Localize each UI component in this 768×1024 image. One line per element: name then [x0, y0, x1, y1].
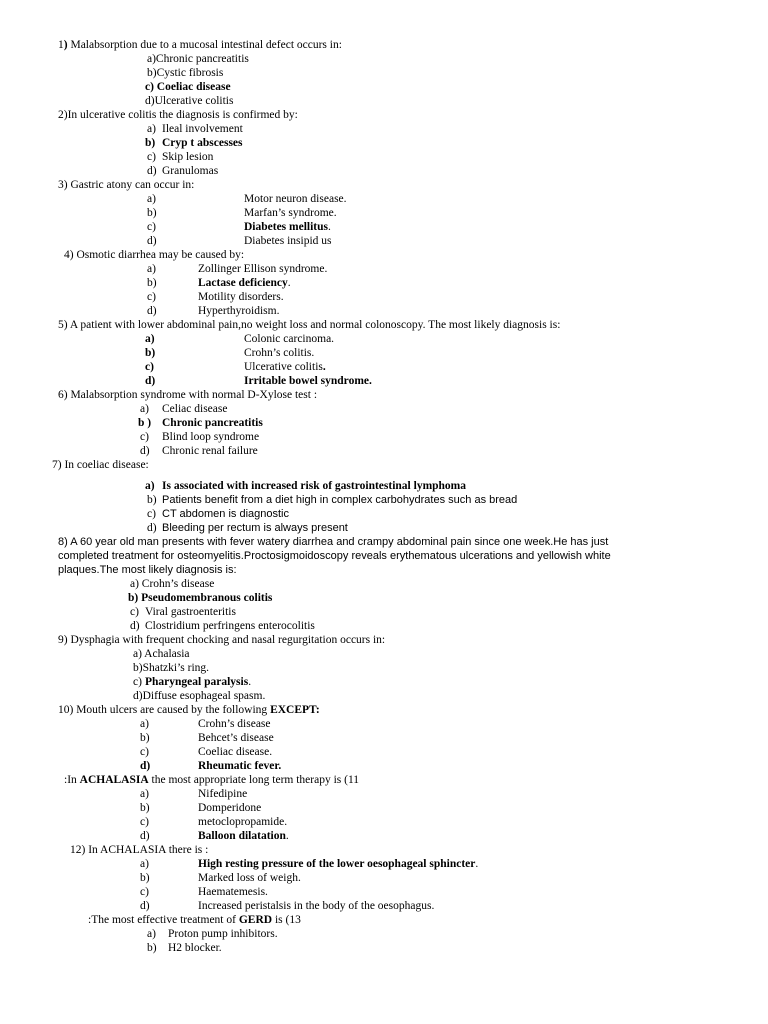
- q12-option-a-letter: a): [140, 858, 149, 870]
- q3-stem: 3) Gastric atony can occur in:: [58, 179, 195, 191]
- q6-stem: 6) Malabsorption syndrome with normal D-Xylose test :: [58, 389, 318, 401]
- q2-option-b: Cryp t abscesses: [162, 137, 243, 149]
- q11-option-c: metoclopropamide.: [198, 816, 288, 828]
- q5-option-d: Irritable bowel syndrome.: [244, 375, 372, 387]
- q8-option-d: Clostridium perfringens enterocolitis: [145, 620, 315, 632]
- q7-stem: 7) In coeliac disease:: [52, 459, 149, 471]
- q10-option-b-letter: b): [140, 732, 150, 744]
- q9-option-a: a) Achalasia: [133, 648, 190, 660]
- q7-option-d: Bleeding per rectum is always present: [162, 522, 348, 534]
- q11-option-d: Balloon dilatation.: [198, 830, 289, 842]
- q7-option-d-letter: d): [147, 522, 157, 534]
- q5-option-b: Crohn’s colitis.: [244, 347, 315, 359]
- q2-option-c-letter: c): [147, 151, 156, 163]
- q4-stem: 4) Osmotic diarrhea may be caused by:: [64, 249, 245, 261]
- q4-option-b: Lactase deficiency.: [198, 277, 291, 289]
- q12-option-d: Increased peristalsis in the body of the oesophagus.: [198, 900, 435, 912]
- q10-stem: 10) Mouth ulcers are caused by the following EXCEPT:: [58, 704, 320, 716]
- q2-stem: 2)In ulcerative colitis the diagnosis is confirmed by:: [58, 109, 298, 121]
- q11-option-a: Nifedipine: [198, 788, 248, 800]
- q4-option-d: Hyperthyroidism.: [198, 305, 280, 317]
- q11-stem: :In ACHALASIA the most appropriate long term therapy is (11: [64, 774, 360, 786]
- q2-option-c: Skip lesion: [162, 151, 214, 163]
- q3-option-d: Diabetes insipid us: [244, 235, 332, 247]
- q5-option-a: Colonic carcinoma.: [244, 333, 335, 345]
- q6-option-c-letter: c): [140, 431, 149, 443]
- q1-option-d: d)Ulcerative colitis: [145, 95, 234, 107]
- q3-option-a: Motor neuron disease.: [244, 193, 347, 205]
- q10-option-c-letter: c): [140, 746, 149, 758]
- q2-option-b-letter: b): [145, 137, 156, 149]
- q8-option-c-letter: c): [130, 606, 139, 618]
- q8-option-d-letter: d): [130, 620, 140, 632]
- q13-option-b: H2 blocker.: [168, 942, 222, 954]
- q9-option-b: b)Shatzki’s ring.: [133, 662, 210, 674]
- q10-option-c: Coeliac disease.: [198, 746, 273, 758]
- q4-option-c: Motility disorders.: [198, 291, 284, 303]
- q10-option-d: Rheumatic fever.: [198, 760, 282, 772]
- q13-option-a-letter: a): [147, 928, 156, 940]
- q13-stem: :The most effective treatment of GERD is (13: [88, 914, 301, 926]
- q12-stem: 12) In ACHALASIA there is :: [70, 844, 209, 856]
- q6-option-a-letter: a): [140, 403, 149, 415]
- q2-option-d-letter: d): [147, 165, 157, 177]
- q8-stem-line3: plaques.The most likely diagnosis is:: [58, 564, 237, 576]
- q2-option-a: Ileal involvement: [162, 123, 243, 135]
- q3-option-a-letter: a): [147, 193, 156, 205]
- q9-option-d: d)Diffuse esophageal spasm.: [133, 690, 266, 702]
- q11-option-a-letter: a): [140, 788, 149, 800]
- q5-option-c: Ulcerative colitis.: [244, 361, 326, 373]
- q2-option-a-letter: a): [147, 123, 156, 135]
- q4-option-b-letter: b): [147, 277, 157, 289]
- q7-option-b-letter: b): [147, 494, 157, 506]
- q10-option-a: Crohn’s disease: [198, 718, 271, 730]
- q13-option-b-letter: b): [147, 942, 157, 954]
- q9-stem: 9) Dysphagia with frequent chocking and nasal regurgitation occurs in:: [58, 634, 386, 646]
- q8-option-a: a) Crohn’s disease: [130, 578, 215, 590]
- q12-option-d-letter: d): [140, 900, 150, 912]
- q5-option-d-letter: d): [145, 375, 156, 387]
- q4-option-d-letter: d): [147, 305, 157, 317]
- q1-option-c: c) Coeliac disease: [145, 81, 231, 93]
- q6-option-b-letter: b ): [138, 417, 152, 429]
- q12-option-c-letter: c): [140, 886, 149, 898]
- q10-option-d-letter: d): [140, 760, 151, 772]
- q4-option-c-letter: c): [147, 291, 156, 303]
- q8-option-b: b) Pseudomembranous colitis: [128, 592, 273, 604]
- q8-stem-line1: 8) A 60 year old man presents with fever watery diarrhea and crampy abdominal pain since one week.He has just: [58, 536, 609, 548]
- q6-option-d: Chronic renal failure: [162, 445, 258, 457]
- q8-stem-line2: completed treatment for osteomyelitis.Proctosigmoidoscopy reveals erythematous ulcerations and yellowish white: [58, 550, 611, 562]
- q3-option-b-letter: b): [147, 207, 157, 219]
- q5-option-c-letter: c): [145, 361, 154, 373]
- q2-option-d: Granulomas: [162, 165, 219, 177]
- q3-option-c: Diabetes mellitus.: [244, 221, 331, 233]
- q3-option-d-letter: d): [147, 235, 157, 247]
- q8-option-c: Viral gastroenteritis: [145, 606, 236, 618]
- q10-option-b: Behcet’s disease: [198, 732, 274, 744]
- q6-option-b: Chronic pancreatitis: [162, 417, 263, 429]
- q11-option-b: Domperidone: [198, 802, 262, 814]
- q1-option-b: b)Cystic fibrosis: [147, 67, 224, 79]
- q9-option-c: Pharyngeal paralysis.: [145, 676, 252, 688]
- q6-option-d-letter: d): [140, 445, 150, 457]
- q11-option-d-letter: d): [140, 830, 150, 842]
- q7-option-a-letter: a): [145, 480, 155, 492]
- q4-option-a-letter: a): [147, 263, 156, 275]
- q10-option-a-letter: a): [140, 718, 149, 730]
- q3-option-c-letter: c): [147, 221, 156, 233]
- q7-option-a: Is associated with increased risk of gastrointestinal lymphoma: [162, 480, 467, 492]
- q12-option-c: Haematemesis.: [198, 886, 268, 898]
- q12-option-a: High resting pressure of the lower oesophageal sphincter.: [198, 858, 479, 870]
- q1-stem: 1) Malabsorption due to a mucosal intestinal defect occurs in:: [58, 39, 342, 51]
- q9-option-c-letter: c): [133, 676, 142, 688]
- q7-option-b: Patients benefit from a diet high in complex carbohydrates such as bread: [162, 494, 518, 506]
- q1-option-a: a)Chronic pancreatitis: [147, 53, 249, 65]
- q5-stem: 5) A patient with lower abdominal pain,no weight loss and normal colonoscopy. The most likely diagnosis is:: [58, 319, 561, 331]
- q6-option-a: Celiac disease: [162, 403, 228, 415]
- q13-option-a: Proton pump inhibitors.: [168, 928, 278, 940]
- q11-option-b-letter: b): [140, 802, 150, 814]
- q11-option-c-letter: c): [140, 816, 149, 828]
- q12-option-b-letter: b): [140, 872, 150, 884]
- q7-option-c-letter: c): [147, 508, 156, 520]
- q5-option-b-letter: b): [145, 347, 156, 359]
- q3-option-b: Marfan’s syndrome.: [244, 207, 337, 219]
- q12-option-b: Marked loss of weigh.: [198, 872, 301, 884]
- q4-option-a: Zollinger Ellison syndrome.: [198, 263, 328, 275]
- q6-option-c: Blind loop syndrome: [162, 431, 260, 443]
- q5-option-a-letter: a): [145, 333, 155, 345]
- q7-option-c: CT abdomen is diagnostic: [162, 508, 289, 520]
